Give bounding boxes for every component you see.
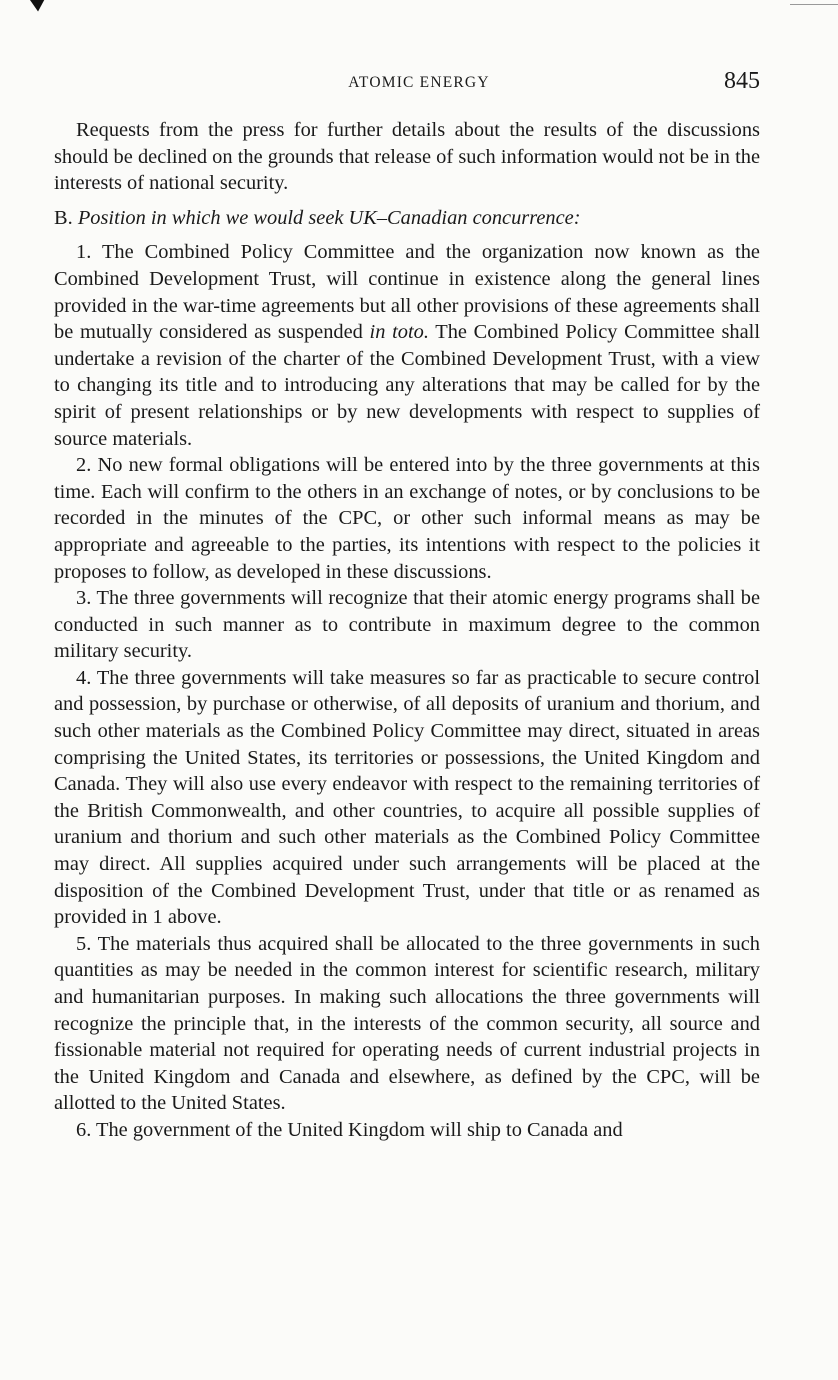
section-b-heading	[54, 205, 760, 232]
point-5-paragraph: 5. The materials thus acquired shall be allocated to the three governments in such quantities as may be needed in the common interest for scientific research, military and humanitarian purposes. In making such allocations the three governments will recognize the principle that, in the interests of the common security, all source and fissionable material not required for operating needs of current industrial projects in the United Kingdom and Canada and elsewhere, as defined by the CPC, will be allotted to the United States.	[54, 932, 760, 1115]
point-4-paragraph: 4. The three governments will take measures so far as practicable to secure control and possession, by purchase or otherwise, of all deposits of uranium and thorium, and such other materials as the Combined Policy Committee may direct, situated in areas comprising the United States, its territories or possessions, the United Kingdom and Canada. They will also use every endeavor with respect to the remaining territories of the British Commonwealth, and other countries, to acquire all possible supplies of uranium and thorium and such other materials as the Combined Policy Committee may direct. All supplies acquired under such arrangements will be placed at the disposition of the Combined Development Trust, under that title or as renamed as provided in 1 above.	[54, 666, 760, 929]
section-b-title: Position in which we would seek UK–Canadian concurrence:	[77, 206, 581, 229]
page-edge-line	[790, 4, 838, 5]
point-1-paragraph	[54, 239, 760, 452]
page-corner-mark	[30, 0, 49, 11]
point-1-italic-phrase: in toto.	[369, 321, 429, 344]
intro-paragraph: Requests from the press for further details about the results of the discussions should be declined on the grounds that release of such information would not be in the interests of national security.	[54, 119, 760, 195]
section-b-letter: B.	[54, 206, 73, 229]
point-3-paragraph: 3. The three governments will recognize that their atomic energy programs shall be conducted in such manner as to contribute in maximum degree to the common military security.	[54, 587, 760, 663]
point-6-paragraph: 6. The government of the United Kingdom will ship to Canada and	[76, 1118, 623, 1141]
point-2-paragraph: 2. No new formal obligations will be entered into by the three governments at this time. Each will confirm to the others in an exchange of notes, or by conclusions to be recorded in the minutes of the CPC, or other such informal means as may be appropriate and agreeable to the parties, its intentions with respect to the policies it proposes to follow, as developed in these discussions.	[54, 454, 760, 583]
running-head	[0, 70, 838, 100]
point-1-text-start: 1. The Combined Policy Committee and the organization now known as the Combined Development Trust, will continue in existence along the general lines provided in the war-time agreements but all other provisions of these agreements shall be mutually considered as suspended	[54, 241, 760, 344]
page-number: 845	[724, 68, 760, 94]
document-body	[54, 117, 760, 1144]
point-1-text-end: The Combined Policy Committee shall undertake a revision of the charter of the Combined Development Trust, with a view to changing its title and to introducing any alterations that may be called for by the spirit of present relationships or by new developments with respect to supplies of source materials.	[54, 321, 761, 450]
running-title: ATOMIC ENERGY	[348, 74, 490, 91]
